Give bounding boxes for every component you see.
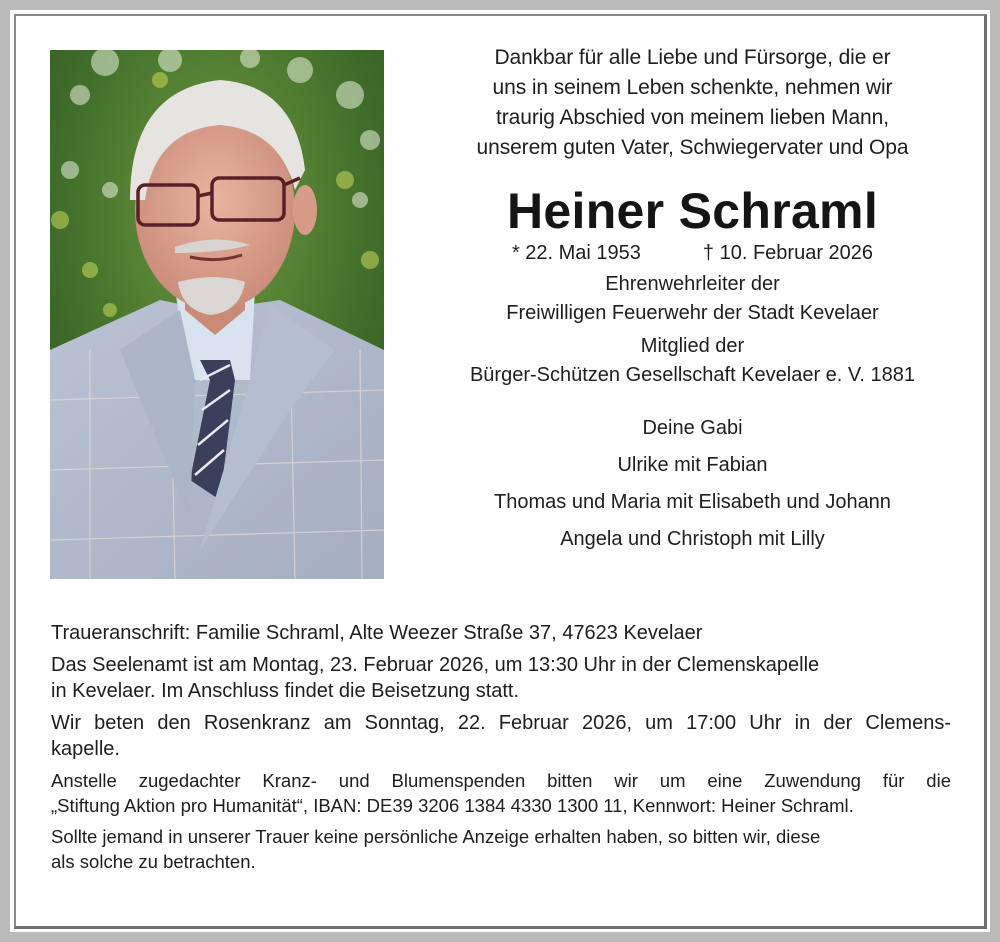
notice-line: Sollte jemand in unserer Trauer keine persönliche Anzeige erhalten haben, so bitten wir, diese bbox=[51, 826, 821, 847]
donation-notice bbox=[51, 768, 951, 818]
intro-text bbox=[415, 43, 970, 163]
honors-list bbox=[415, 270, 970, 390]
honor-line: Ehrenwehrleiter der bbox=[605, 273, 780, 295]
mourning-address: Traueranschrift: Familie Schraml, Alte Weezer Straße 37, 47623 Kevelaer bbox=[51, 622, 703, 644]
rosary-notice bbox=[51, 710, 951, 762]
intro-line: uns in seinem Leben schenkte, nehmen wir bbox=[492, 76, 893, 99]
family-member: Angela und Christoph mit Lilly bbox=[560, 528, 825, 550]
intro-line: unserem guten Vater, Schwiegervater und Opa bbox=[476, 136, 909, 159]
life-dates bbox=[415, 240, 970, 266]
intro-line: Dankbar für alle Liebe und Fürsorge, die er bbox=[494, 46, 891, 69]
notice-line: Anstelle zugedachter Kranz- und Blumenspenden bitten wir um eine Zuwendung für die bbox=[51, 770, 951, 791]
honor-line: Mitglied der bbox=[640, 335, 745, 357]
notice-line: als solche zu betrachten. bbox=[51, 851, 256, 872]
birth-date: * 22. Mai 1953 bbox=[511, 242, 641, 264]
family-member: Deine Gabi bbox=[642, 417, 743, 439]
family-member: Thomas und Maria mit Elisabeth und Johann bbox=[494, 491, 891, 513]
closing-notice bbox=[51, 824, 951, 874]
funeral-notices bbox=[51, 620, 951, 880]
deceased-name: Heiner Schraml bbox=[506, 183, 879, 239]
notice-line: „Stiftung Aktion pro Humanität“, IBAN: DE39 3206 1384 4330 1300 11, Kennwort: Heiner Schraml. bbox=[51, 795, 854, 816]
announcement-header bbox=[415, 43, 970, 558]
notice-line: Wir beten den Rosenkranz am Sonntag, 22. Februar 2026, um 17:00 Uhr in der Clemens- bbox=[51, 712, 951, 734]
honor-fire-brigade bbox=[415, 270, 970, 328]
honor-line: Bürger-Schützen Gesellschaft Kevelaer e. V. 1881 bbox=[469, 364, 916, 386]
portrait-icon bbox=[50, 50, 384, 579]
notice-line: Das Seelenamt ist am Montag, 23. Februar 2026, um 13:30 Uhr in der Clemenskapelle bbox=[51, 654, 820, 676]
death-date: † 10. Februar 2026 bbox=[702, 242, 874, 264]
honor-line: Freiwilligen Feuerwehr der Stadt Kevelaer bbox=[506, 302, 879, 324]
notice-line: in Kevelaer. Im Anschluss findet die Beisetzung statt. bbox=[51, 680, 520, 702]
family-member: Ulrike mit Fabian bbox=[617, 454, 768, 476]
family-signatures bbox=[415, 410, 970, 558]
intro-line: traurig Abschied von meinem lieben Mann, bbox=[496, 106, 889, 129]
notice-line: kapelle. bbox=[51, 738, 120, 760]
honor-shooting-club bbox=[415, 332, 970, 390]
portrait-photo bbox=[50, 50, 384, 579]
requiem-notice bbox=[51, 652, 951, 704]
